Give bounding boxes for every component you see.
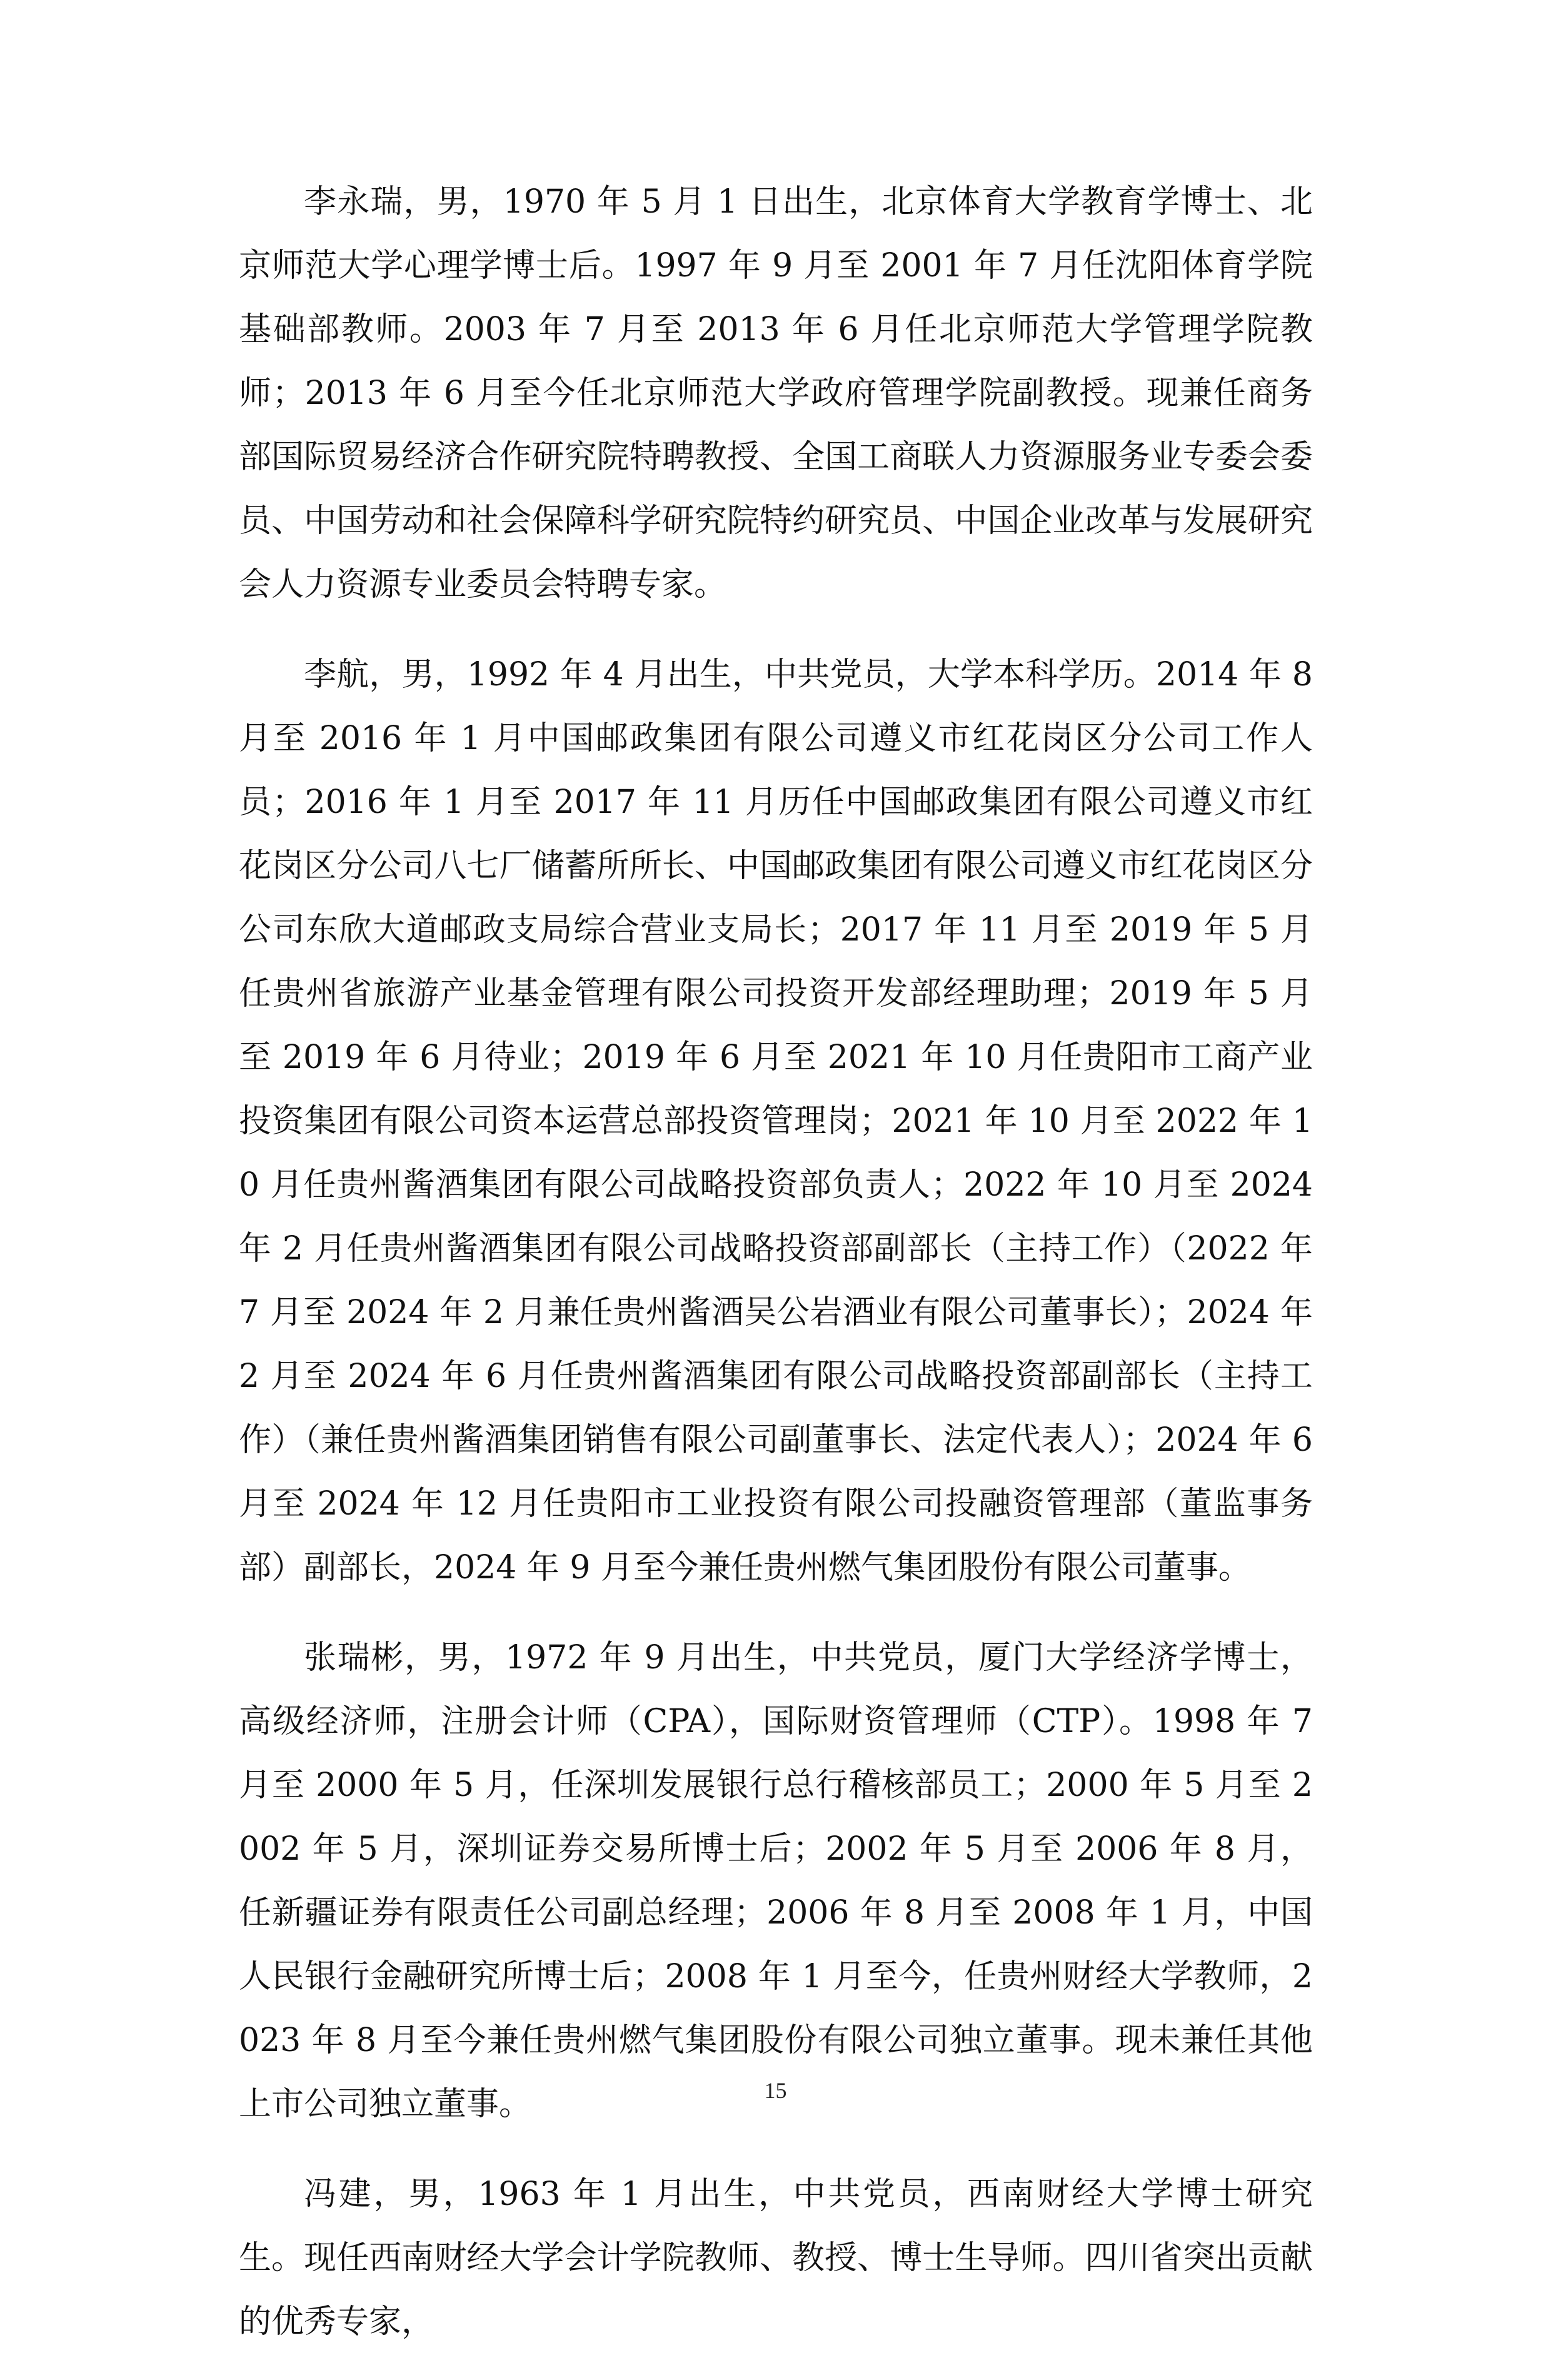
paragraph-feng-jian: 冯建，男，1963 年 1 月出生，中共党员，西南财经大学博士研究生。现任西南财经大学会计学院教师、教授、博士生导师。四川省突出贡献的优秀专家， [239, 2176, 1313, 2341]
paragraph-li-yongrui: 李永瑞，男，1970 年 5 月 1 日出生，北京体育大学教育学博士、北京师范大学心理学博士后。1997 年 9 月至 2001 年 7 月任沈阳体育学院基础部教师。2003 年 7 月至 2013 年 6 月任北京师范大学管理学院教师；2013 年 6 月至今任北京师范大学政府管理学院副教授。现兼任商务部国际贸易经济合作研究院特聘教授、全国工商联人力资源服务业专委会委员、中国劳动和社会保障科学研究院特约研究员、中国企业改革与发展研究会人力资源专业委员会特聘专家。 [239, 183, 1313, 603]
page-number: 15 [764, 2078, 787, 2103]
paragraph-li-hang: 李航，男，1992 年 4 月出生，中共党员，大学本科学历。2014 年 8 月至 2016 年 1 月中国邮政集团有限公司遵义市红花岗区分公司工作人员；2016 年 1 月至 2017 年 11 月历任中国邮政集团有限公司遵义市红花岗区分公司八七厂储蓄所所长、中国邮政集团有限公司遵义市红花岗区分公司东欣大道邮政支局综合营业支局长；2017 年 11 月至 2019 年 5 月任贵州省旅游产业基金管理有限公司投资开发部经理助理；2019 年 5 月至 2019 年 6 月待业；2019 年 6 月至 2021 年 10 月任贵阳市工商产业投资集团有限公司资本运营总部投资管理岗；2021 年 10 月至 2022 年 10 月任贵州酱酒集团有限公司战略投资部负责人；2022 年 10 月至 2024 年 2 月任贵州酱酒集团有限公司战略投资部副部长（主持工作）（2022 年 7 月至 2024 年 2 月兼任贵州酱酒吴公岩酒业有限公司董事长）；2024 年 2 月至 2024 年 6 月任贵州酱酒集团有限公司战略投资部副部长（主持工作）（兼任贵州酱酒集团销售有限公司副董事长、法定代表人）；2024 年 6 月至 2024 年 12 月任贵阳市工业投资有限公司投融资管理部（董监事务部）副部长，2024 年 9 月至今兼任贵州燃气集团股份有限公司董事。 [239, 656, 1313, 1586]
document-body [239, 170, 1313, 2380]
paragraph-zhang-ruibin: 张瑞彬，男，1972 年 9 月出生，中共党员，厦门大学经济学博士，高级经济师，注册会计师（CPA），国际财资管理师（CTP）。1998 年 7 月至 2000 年 5 月，任深圳发展银行总行稽核部员工；2000 年 5 月至 2002 年 5 月，深圳证券交易所博士后；2002 年 5 月至 2006 年 8 月，任新疆证券有限责任公司副总经理；2006 年 8 月至 2008 年 1 月，中国人民银行金融研究所博士后；2008 年 1 月至今，任贵州财经大学教师，2023 年 8 月至今兼任贵州燃气集团股份有限公司独立董事。现未兼任其他上市公司独立董事。 [239, 1639, 1313, 2123]
